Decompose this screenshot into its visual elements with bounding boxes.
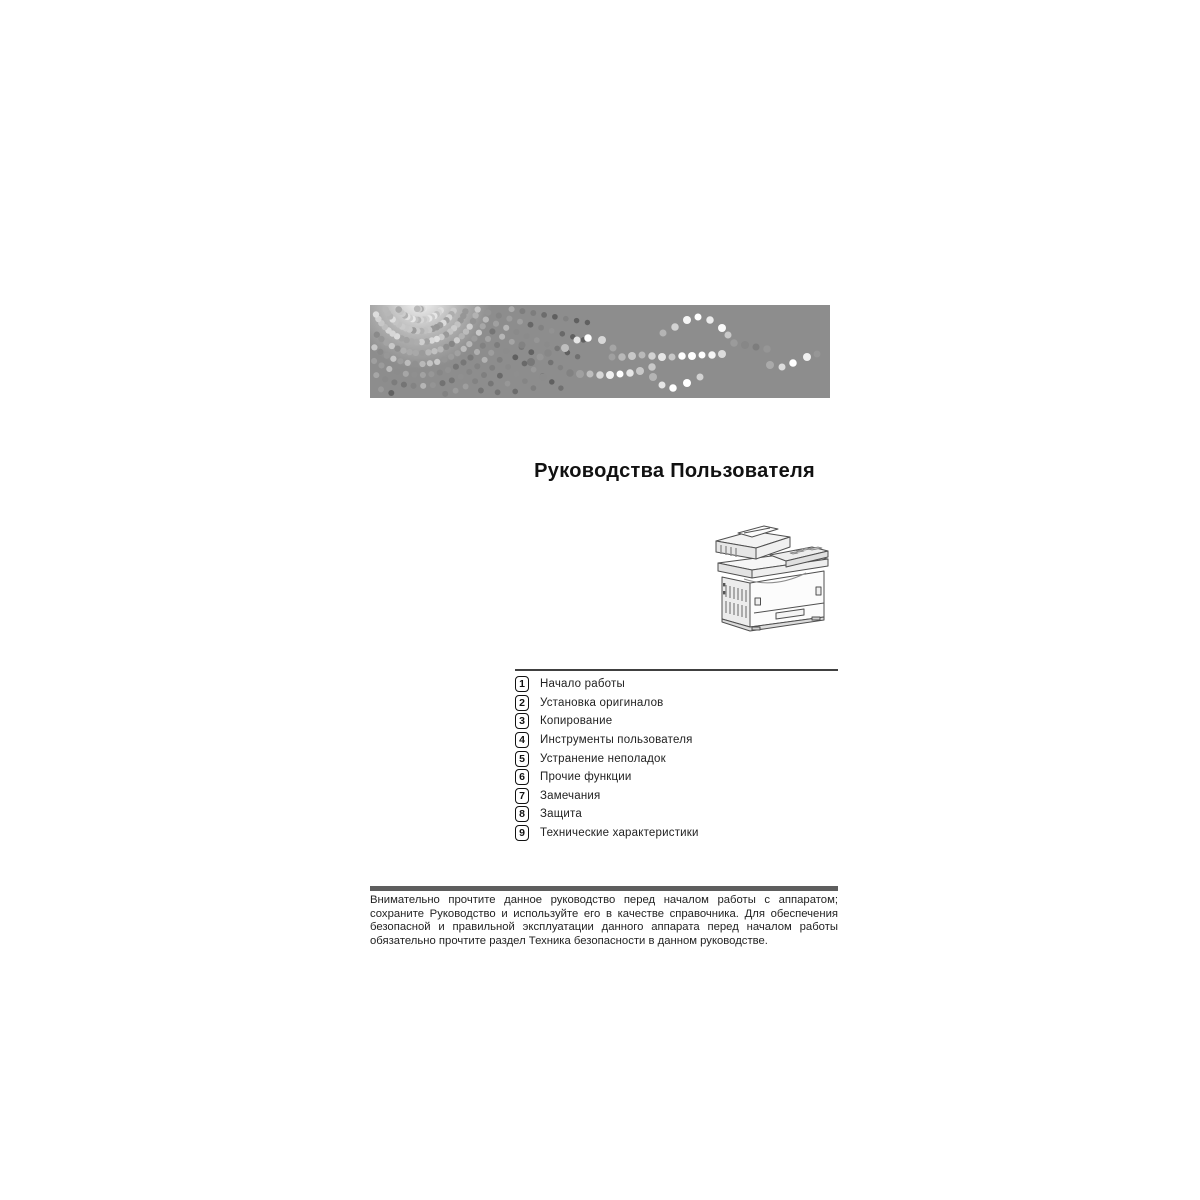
chapter-item-3 xyxy=(515,712,838,731)
decorative-banner xyxy=(370,305,830,398)
chapter-number-badge: 9 xyxy=(515,825,529,841)
chapter-number-badge: 4 xyxy=(515,732,529,748)
chapter-label: Копирование xyxy=(540,715,613,728)
chapter-list-divider xyxy=(515,669,838,671)
chapter-label: Установка оригиналов xyxy=(540,696,664,709)
chapter-item-1 xyxy=(515,675,838,694)
chapter-label: Инструменты пользователя xyxy=(540,734,693,747)
chapter-item-8 xyxy=(515,805,838,824)
page-title: Руководства Пользователя xyxy=(534,460,815,482)
chapter-item-2 xyxy=(515,694,838,713)
chapter-number-badge: 8 xyxy=(515,806,529,822)
chapter-label: Замечания xyxy=(540,789,601,802)
chapter-label: Начало работы xyxy=(540,678,625,691)
footer-notice: Внимательно прочтите данное руководство перед началом работы с аппаратом; сохраните Руководство и используйте его в качестве справочника. Для обеспечения безопасной и правильной эксплуатации данного аппарата перед началом работы обязательно прочтите раздел Техника безопасности в данном руководстве. xyxy=(370,894,838,947)
chapter-list xyxy=(515,669,838,842)
printer-illustration xyxy=(712,521,836,635)
chapter-number-badge: 5 xyxy=(515,751,529,767)
chapter-item-4 xyxy=(515,731,838,750)
chapter-item-7 xyxy=(515,787,838,806)
chapter-item-5 xyxy=(515,749,838,768)
chapter-item-6 xyxy=(515,768,838,787)
footer-divider-bar xyxy=(370,886,838,891)
chapter-number-badge: 1 xyxy=(515,676,529,692)
chapter-label: Защита xyxy=(540,808,582,821)
copier-line-drawing xyxy=(712,521,836,635)
chapter-label: Прочие функции xyxy=(540,771,632,784)
chapter-item-9 xyxy=(515,824,838,843)
banner-dot-pattern-graphic xyxy=(370,305,830,398)
chapter-number-badge: 7 xyxy=(515,788,529,804)
chapter-label: Технические характеристики xyxy=(540,827,699,840)
chapter-label: Устранение неполадок xyxy=(540,752,666,765)
chapter-number-badge: 3 xyxy=(515,713,529,729)
chapter-number-badge: 2 xyxy=(515,695,529,711)
chapter-number-badge: 6 xyxy=(515,769,529,785)
